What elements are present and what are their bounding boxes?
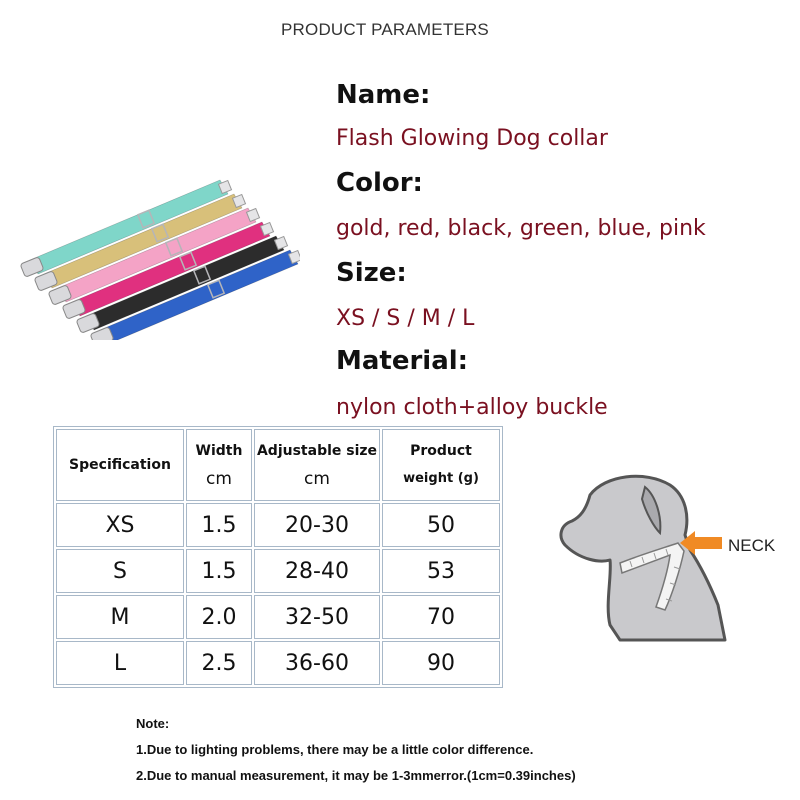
table-header-row (56, 429, 500, 501)
note-item: 1.Due to lighting problems, there may be a little color difference. (136, 742, 534, 757)
cell-width: 2.0 (186, 595, 252, 639)
header-specification: Specification (56, 429, 184, 501)
cell-weight: 70 (382, 595, 500, 639)
cell-adjustable: 28-40 (254, 549, 380, 593)
page-title: PRODUCT PARAMETERS (281, 20, 489, 39)
notes-title: Note: (136, 716, 170, 731)
cell-size: L (56, 641, 184, 685)
cell-size: S (56, 549, 184, 593)
color-value: gold, red, black, green, blue, pink (336, 216, 706, 241)
material-value: nylon cloth+alloy buckle (336, 395, 608, 420)
cell-size: XS (56, 503, 184, 547)
table-row (56, 503, 500, 547)
cell-adjustable: 32-50 (254, 595, 380, 639)
cell-width: 1.5 (186, 503, 252, 547)
material-heading: Material: (336, 346, 469, 376)
header-width: Width cm (186, 429, 252, 501)
neck-label: NECK (728, 536, 776, 555)
cell-width: 1.5 (186, 549, 252, 593)
cell-adjustable: 20-30 (254, 503, 380, 547)
color-heading: Color: (336, 168, 423, 198)
dog-neck-diagram (550, 455, 790, 655)
cell-weight: 90 (382, 641, 500, 685)
cell-adjustable: 36-60 (254, 641, 380, 685)
name-value: Flash Glowing Dog collar (336, 126, 608, 151)
header-adjustable-size: Adjustable size cm (254, 429, 380, 501)
cell-weight: 50 (382, 503, 500, 547)
table-row (56, 549, 500, 593)
collar-product-image (20, 160, 300, 340)
spec-table (53, 426, 503, 688)
size-value: XS / S / M / L (336, 306, 475, 331)
cell-size: M (56, 595, 184, 639)
header-product-weight: Product weight (g) (382, 429, 500, 501)
cell-width: 2.5 (186, 641, 252, 685)
name-heading: Name: (336, 80, 431, 110)
size-heading: Size: (336, 258, 407, 288)
table-row (56, 595, 500, 639)
note-item: 2.Due to manual measurement, it may be 1-3mmerror.(1cm=0.39inches) (136, 768, 576, 783)
cell-weight: 53 (382, 549, 500, 593)
table-row (56, 641, 500, 685)
notes-section (136, 716, 576, 794)
